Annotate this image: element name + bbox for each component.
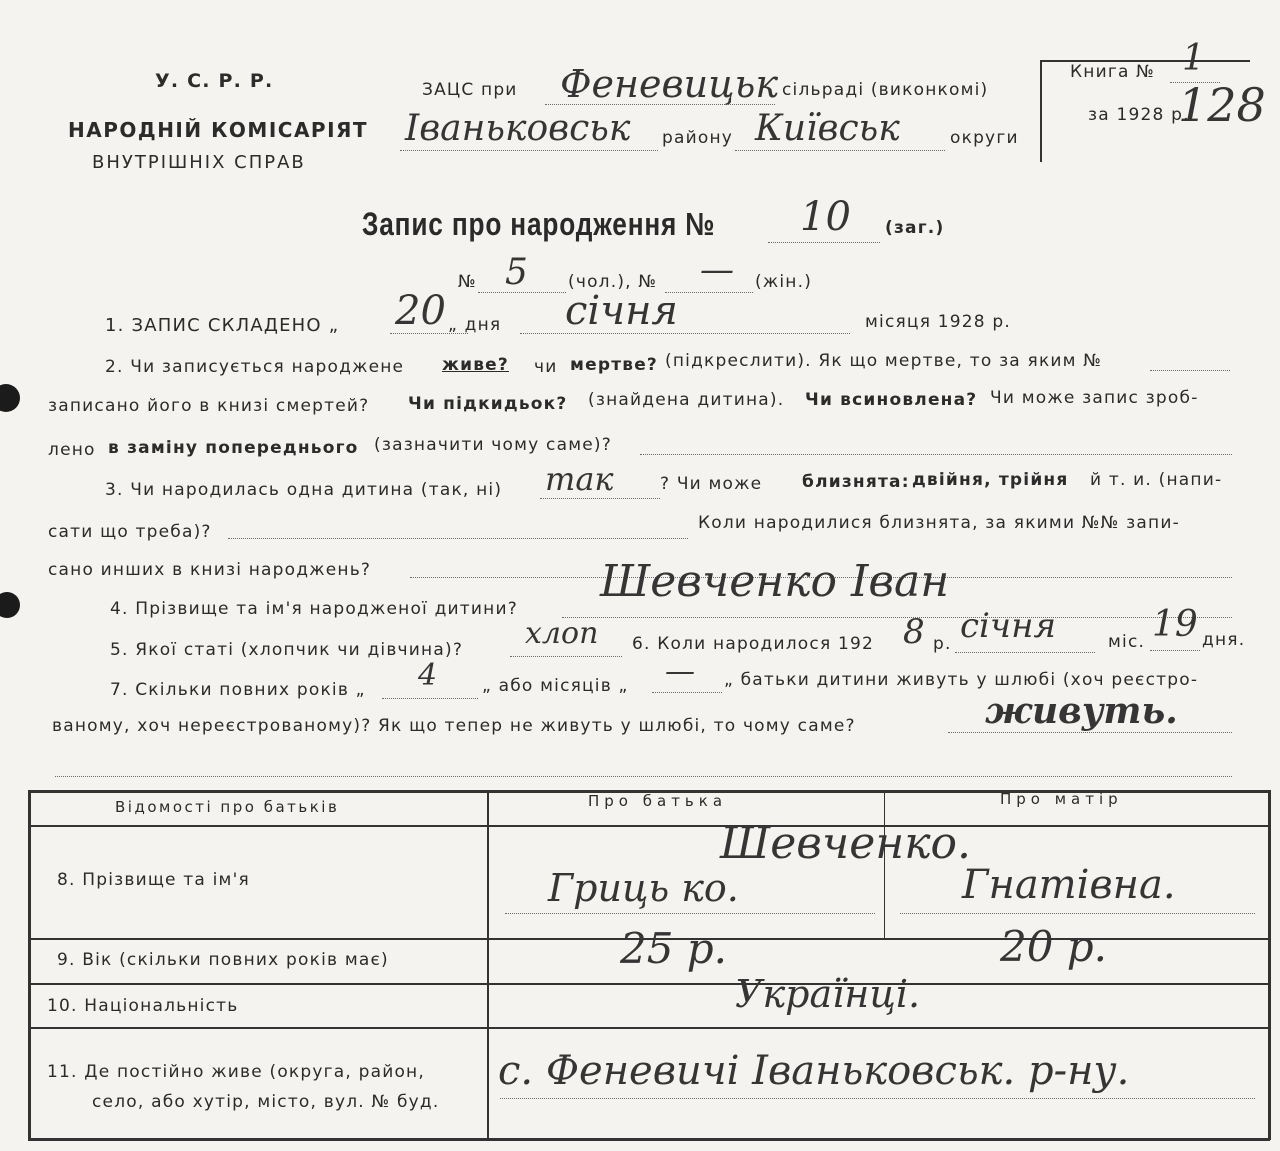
q4-answer-handwritten: Шевченко Іван	[600, 556, 950, 607]
okruha-label: округи	[950, 128, 1019, 148]
q6-month-label: міс.	[1108, 632, 1146, 652]
row-residence-label-2: село, або хутір, місто, вул. № буд.	[92, 1092, 440, 1112]
q4-label: 4. Прізвище та ім'я народженої дитини?	[110, 599, 518, 619]
year-handwritten: 128	[1178, 78, 1266, 132]
row-name-mother-handwritten: Гнатівна.	[962, 862, 1176, 908]
table-left-border	[28, 790, 31, 1140]
q2-death-number-line	[1150, 370, 1230, 371]
table-header-mother: Про матір	[1000, 790, 1123, 808]
q7-answer-line	[948, 732, 1232, 733]
table-header-father: Про батька	[588, 792, 728, 810]
q7-line2a: ваному, хоч нереєстрованому)? Як що тепер не живуть у шлюбі, то чому саме?	[52, 716, 856, 736]
q2-adopted: Чи всиновлена?	[805, 390, 978, 410]
q2-line2b: (знайдена дитина).	[588, 390, 785, 410]
punch-hole-bottom	[0, 592, 20, 618]
row-name-mother-line	[900, 913, 1255, 914]
record-title: Запис про народження №	[362, 206, 716, 242]
record-number-handwritten: 10	[800, 194, 851, 240]
table-bottom-border	[28, 1138, 1270, 1141]
table-row-divider-header	[28, 825, 1270, 827]
q4-answer-line	[562, 617, 1232, 618]
q6-label: 6. Коли народилося 192	[632, 634, 875, 654]
q3-answer-line	[540, 498, 660, 499]
q2-replacement-line	[640, 454, 1232, 455]
district-line	[400, 150, 658, 151]
table-row-divider-3	[28, 1027, 1270, 1029]
q2-line1c: (підкреслити). Як що мертве, то за яким №	[665, 351, 1103, 371]
commissariat-heading: НАРОДНІЙ КОМІСАРІЯТ	[68, 118, 369, 142]
q1-month-label: місяця 1928 р.	[865, 312, 1011, 332]
q6-day-handwritten: 19	[1152, 604, 1198, 645]
q7-years-line	[382, 698, 478, 699]
okruha-handwritten: Київськ	[755, 108, 900, 149]
q7-months-handwritten: —	[665, 654, 695, 689]
row-age-label: 9. Вік (скільки повних років має)	[57, 950, 389, 970]
row-name-label: 8. Прізвище та ім'я	[57, 870, 250, 890]
row-nationality-handwritten: Українці.	[735, 972, 921, 1016]
republic-heading: У. С. Р. Р.	[155, 70, 274, 92]
q2-replacement: в заміну попереднього	[108, 438, 359, 458]
sub-number-label: №	[458, 272, 477, 292]
record-number-line	[768, 242, 880, 243]
table-row-divider-2	[28, 983, 1270, 985]
q7-answer-handwritten: живуть.	[985, 690, 1178, 732]
q5-answer-handwritten: хлоп	[525, 616, 599, 651]
q7-line1b: „ або місяців „	[482, 676, 629, 696]
q1-day-handwritten: 20	[395, 288, 446, 334]
female-number-handwritten: —	[700, 250, 734, 290]
q5-answer-line	[510, 656, 622, 657]
q2-alive: живе?	[442, 355, 509, 375]
row-residence-label-1: 11. Де постійно живе (округа, район,	[47, 1062, 425, 1082]
row-residence-line	[500, 1098, 1255, 1099]
row-nationality-label: 10. Національність	[47, 996, 239, 1016]
book-label: Книга №	[1070, 62, 1156, 82]
q3-line1a: 3. Чи народилась одна дитина (так, ні)	[105, 480, 503, 500]
q3-line3a: сано инших в книзі народжень?	[48, 560, 372, 580]
q6-month-handwritten: січня	[960, 606, 1056, 646]
q3-line2a: сати що треба)?	[48, 522, 212, 542]
q2-line1b: чи	[534, 357, 558, 377]
table-col-divider-1	[487, 790, 489, 1140]
q7-years-handwritten: 4	[418, 658, 438, 693]
q2-foundling: Чи підкидьок?	[408, 394, 568, 414]
row-name-surname-handwritten: Шевченко.	[720, 818, 972, 869]
female-label: (жін.)	[755, 272, 813, 292]
council-suffix: сільраді (виконкомі)	[782, 80, 989, 100]
q6-year-handwritten: 8	[903, 612, 925, 652]
zags-prefix: ЗАЦС при	[422, 80, 518, 100]
q3-answer-handwritten: так	[545, 460, 614, 498]
book-box-left-border	[1040, 60, 1042, 162]
male-number-handwritten: 5	[505, 252, 528, 293]
q7-line1c: „ батьки дитини живуть у шлюбі (хоч реєстро-	[724, 670, 1199, 690]
q3-line1c: й т. и. (напи-	[1090, 470, 1223, 490]
q3-line2b: Коли народилися близнята, за якими №№ запи-	[698, 513, 1180, 533]
q1-day-label: „ дня	[448, 315, 502, 335]
male-label: (чол.), №	[568, 272, 658, 292]
q2-line2c: Чи може запис зроб-	[990, 388, 1199, 408]
q2-line1a: 2. Чи записується народжене	[105, 357, 405, 377]
q6-month-line	[955, 652, 1095, 653]
q3-line1b: ? Чи може	[660, 474, 763, 494]
okruha-line	[735, 150, 945, 151]
q7-extra-line	[55, 776, 1232, 777]
q2-line2a: записано його в книзі смертей?	[48, 396, 370, 416]
q2-line3b: (зазначити чому саме)?	[374, 435, 612, 455]
row-age-mother-handwritten: 20 р.	[1000, 922, 1108, 971]
village-handwritten: Феневицьк	[560, 62, 779, 106]
female-number-line	[665, 292, 753, 293]
q6-day-line	[1150, 650, 1200, 651]
q2-line3a: лено	[48, 440, 96, 460]
q2-dead: мертве?	[570, 355, 658, 375]
row-name-father-handwritten: Гриць ко.	[548, 866, 739, 910]
district-label: району	[662, 128, 734, 148]
q3-twins-line	[228, 538, 688, 539]
book-number-handwritten: 1	[1182, 38, 1205, 79]
q3-twins: близнята:	[802, 472, 910, 492]
q5-label: 5. Якої статі (хлопчик чи дівчина)?	[110, 640, 464, 660]
punch-hole-top	[0, 384, 20, 412]
q1-label: 1. ЗАПИС СКЛАДЕНО „	[105, 315, 340, 336]
q6-day-label: дня.	[1202, 630, 1246, 650]
department-heading: ВНУТРІШНІХ СПРАВ	[92, 152, 306, 173]
record-suffix: (заг.)	[885, 218, 945, 238]
district-handwritten: Іваньковськ	[405, 108, 631, 149]
q6-year-suffix: р.	[933, 634, 952, 654]
row-age-father-handwritten: 25 р.	[620, 924, 728, 973]
table-header-parents-info: Відомості про батьків	[115, 798, 340, 816]
q7-months-line	[652, 692, 722, 693]
q3-twins2: двійня, трійня	[912, 470, 1069, 490]
q1-month-handwritten: січня	[565, 288, 678, 334]
year-label: за 1928 р.	[1088, 105, 1190, 125]
table-right-border	[1268, 790, 1271, 1140]
row-name-father-line	[505, 913, 875, 914]
row-residence-handwritten: с. Феневичі Іваньковськ. р-ну.	[498, 1048, 1130, 1094]
q7-line1a: 7. Скільки повних років „	[110, 680, 366, 700]
